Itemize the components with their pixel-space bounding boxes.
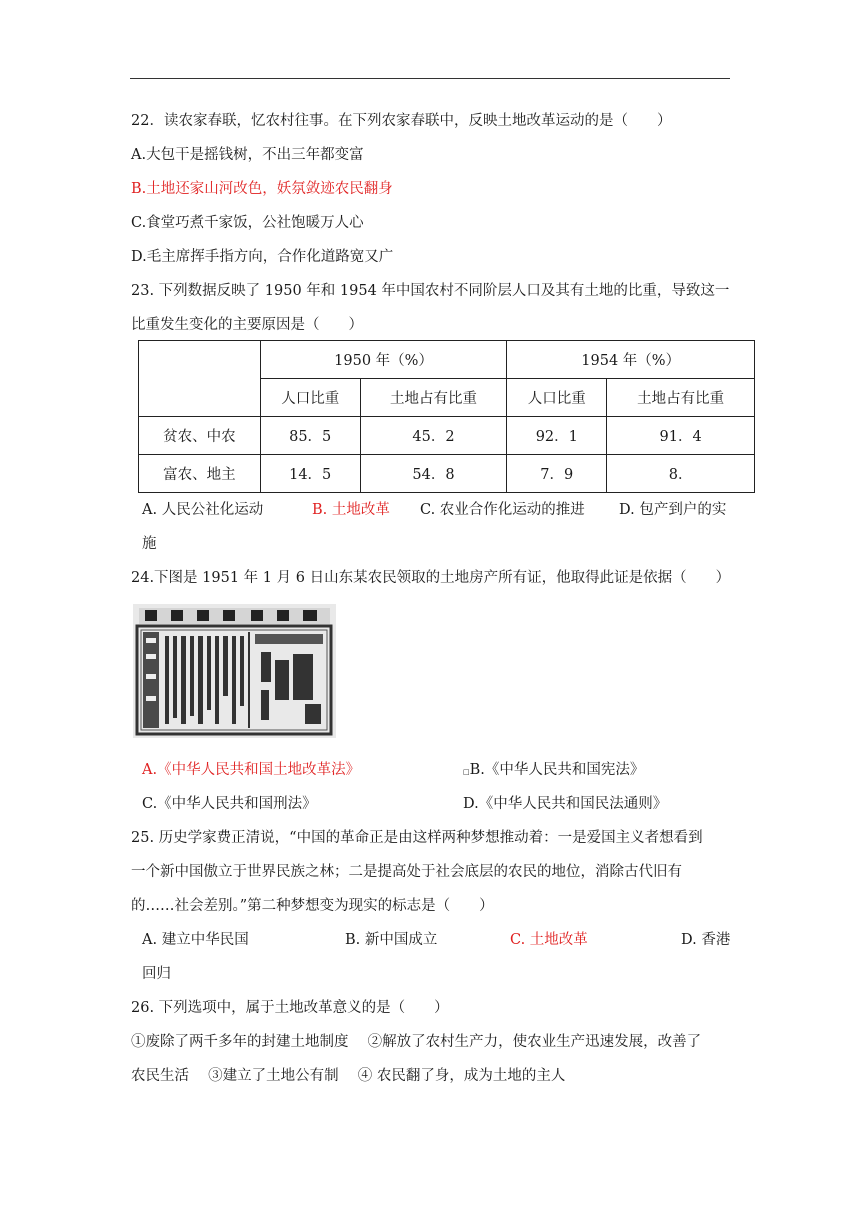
- q25-stem-line2: 一个新中国傲立于世界民族之林；二是提高处于社会底层的农民的地位，消除古代旧有: [131, 864, 682, 880]
- q22-option-d: D.毛主席挥手指方向，合作化道路宽又广: [131, 249, 394, 265]
- table-row: [139, 455, 755, 493]
- table-corner-cell: [139, 341, 261, 417]
- q24-option-b: [463, 760, 644, 782]
- q24-option-d: D.《中华人民共和国民法通则》: [463, 796, 668, 812]
- q25-stem-line1: 25. 历史学家费正清说，“中国的革命正是由这样两种梦想推动着：一是爱国主义者想看到: [131, 830, 703, 846]
- table-cell: 7．9: [507, 455, 607, 493]
- q22-stem: 22．读农家春联，忆农村往事。在下列农家春联中，反映土地改革运动的是（ ）: [131, 113, 672, 129]
- q23-stem-line2: 比重发生变化的主要原因是（ ）: [131, 317, 363, 333]
- q22-option-c: C.食堂巧煮千家饭，公社饱暖万人心: [131, 215, 364, 231]
- table-cell: 91．4: [607, 417, 755, 455]
- q26-statements-line1: ①废除了两千多年的封建土地制度 ②解放了农村生产力，使农业生产迅速发展，改善了: [131, 1034, 702, 1050]
- q26-statements-line2: 农民生活 ③建立了土地公有制 ④ 农民翻了身，成为土地的主人: [131, 1068, 566, 1084]
- q23-option-a: A. 人民公社化运动: [142, 502, 264, 518]
- q25-option-c-answer: C. 土地改革: [510, 932, 588, 948]
- q25-option-d-wrap: 回归: [142, 966, 171, 982]
- population-land-table: [138, 340, 755, 493]
- q22-option-b-answer: B.土地还家山河改色，妖氛敛迹农民翻身: [131, 181, 393, 197]
- table-subheader: 人口比重: [260, 379, 360, 417]
- q23-option-d: D. 包产到户的实: [619, 502, 727, 518]
- q23-option-c: C. 农业合作化运动的推进: [420, 502, 585, 518]
- table-subheader: 人口比重: [507, 379, 607, 417]
- table-cell: 92．1: [507, 417, 607, 455]
- q23-stem-line1: 23. 下列数据反映了 1950 年和 1954 年中国农村不同阶层人口及其有土地的比重，导致这一: [131, 283, 730, 299]
- q25-option-a: A. 建立中华民国: [142, 932, 249, 948]
- table-cell: 45．2: [360, 417, 507, 455]
- q26-stem: 26. 下列选项中，属于土地改革意义的是（ ）: [131, 1000, 449, 1016]
- table-header-1954: 1954 年（%）: [507, 341, 755, 379]
- table-cell: 85．5: [260, 417, 360, 455]
- q22-option-a: A.大包干是摇钱树，不出三年都变富: [131, 147, 364, 163]
- q23-option-d-wrap: 施: [142, 536, 157, 552]
- q24-option-b-marker: □: [463, 768, 470, 776]
- table-header-1950: 1950 年（%）: [260, 341, 507, 379]
- table-cell: 54．8: [360, 455, 507, 493]
- q24-option-b-label: B.《中华人民共和国宪法》: [469, 762, 645, 778]
- q24-option-c: C.《中华人民共和国刑法》: [142, 796, 317, 812]
- q25-stem-line3: 的……社会差别。”第二种梦想变为现实的标志是（ ）: [131, 898, 494, 914]
- table-row: [139, 417, 755, 455]
- row-label: 贫农、中农: [139, 417, 261, 455]
- q23-option-b-answer: B. 土地改革: [312, 502, 390, 518]
- table-subheader: 土地占有比重: [360, 379, 507, 417]
- table-subheader: 土地占有比重: [607, 379, 755, 417]
- table-cell: 14．5: [260, 455, 360, 493]
- q24-stem: 24.下图是 1951 年 1 月 6 日山东某农民领取的土地房产所有证，他取得此证是依据（ ）: [131, 570, 731, 586]
- q25-option-b: B. 新中国成立: [345, 932, 438, 948]
- table-cell: 8．: [607, 455, 755, 493]
- row-label: 富农、地主: [139, 455, 261, 493]
- header-rule: [130, 78, 730, 79]
- q25-option-d: D. 香港: [681, 932, 731, 948]
- land-certificate-image: [133, 604, 336, 738]
- q24-option-a-answer: A.《中华人民共和国土地改革法》: [142, 762, 361, 778]
